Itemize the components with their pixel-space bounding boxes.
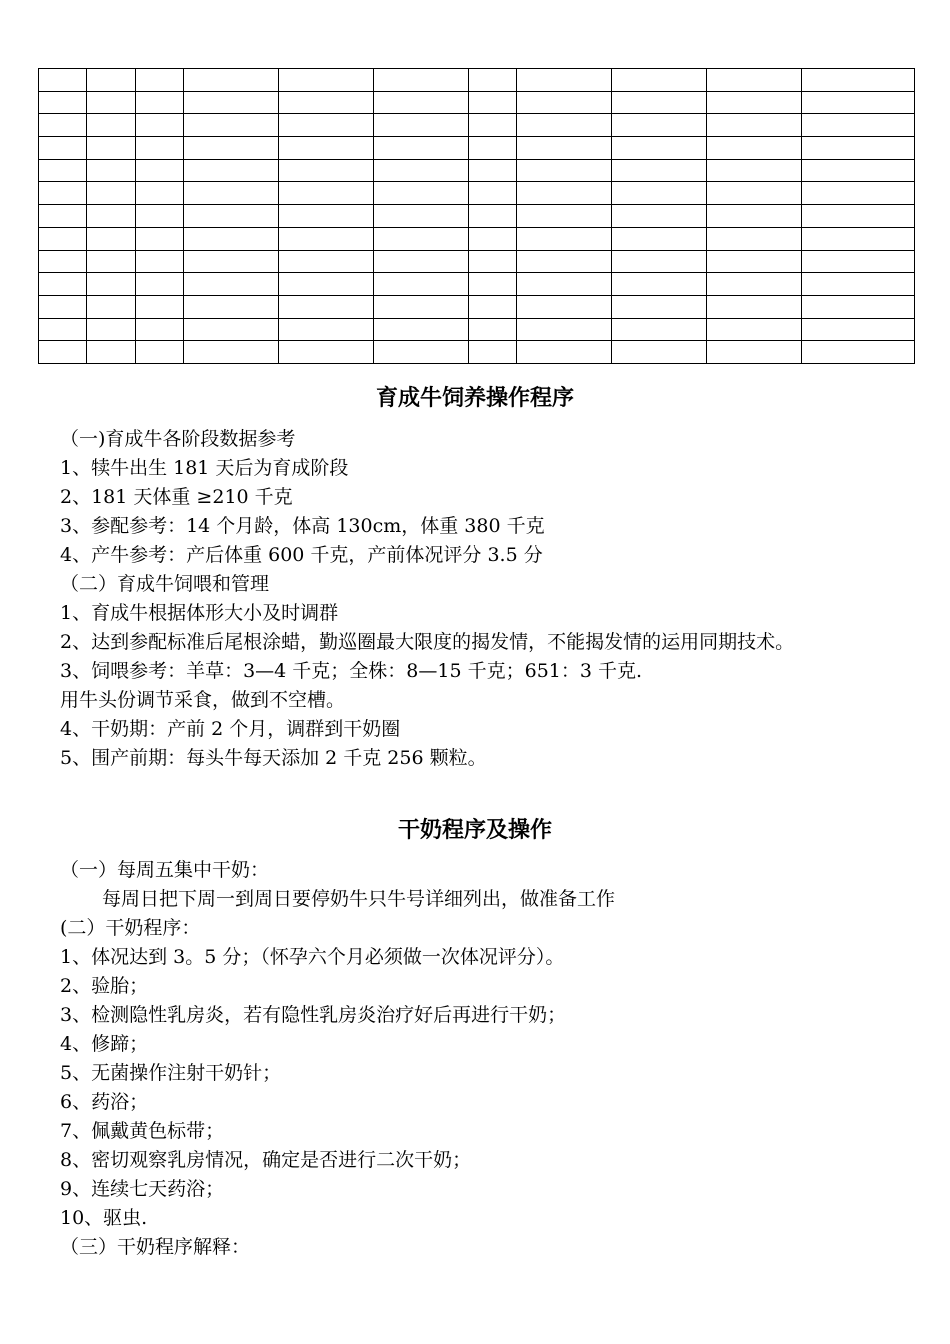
table-cell (802, 182, 915, 205)
paragraph: 每周日把下周一到周日要停奶牛只牛号详细列出，做准备工作 (102, 888, 616, 910)
table-cell (87, 295, 136, 318)
table-cell (136, 114, 184, 137)
table-cell (517, 91, 612, 114)
table-cell (517, 250, 612, 273)
table-cell (469, 341, 517, 364)
table-cell (612, 341, 707, 364)
table-row (39, 205, 915, 228)
table-cell (707, 205, 802, 228)
table-cell (136, 137, 184, 160)
table-cell (184, 250, 279, 273)
table-row (39, 318, 915, 341)
table-cell (612, 159, 707, 182)
table-cell (707, 318, 802, 341)
table-cell (517, 114, 612, 137)
table-cell (87, 250, 136, 273)
table-cell (374, 227, 469, 250)
table-cell (469, 273, 517, 296)
table-cell (39, 114, 87, 137)
table-cell (87, 227, 136, 250)
table-cell (517, 341, 612, 364)
list-item: 1、育成牛根据体形大小及时调群 (60, 602, 339, 624)
table-cell (87, 341, 136, 364)
table-cell (279, 341, 374, 364)
table-cell (802, 91, 915, 114)
table-cell (279, 250, 374, 273)
table-cell (39, 273, 87, 296)
table-cell (374, 159, 469, 182)
list-item: 2、达到参配标准后尾根涂蜡，勤巡圈最大限度的揭发情，不能揭发情的运用同期技术。 (60, 631, 795, 653)
list-item: 5、无菌操作注射干奶针； (60, 1062, 282, 1084)
table-cell (136, 250, 184, 273)
list-item: 8、密切观察乳房情况，确定是否进行二次干奶； (60, 1149, 472, 1171)
table-row (39, 250, 915, 273)
table-cell (279, 318, 374, 341)
table-cell (469, 159, 517, 182)
table-cell (707, 295, 802, 318)
table-cell (87, 205, 136, 228)
table-cell (802, 318, 915, 341)
list-item: 9、连续七天药浴； (60, 1178, 225, 1200)
table-row (39, 91, 915, 114)
table-cell (39, 318, 87, 341)
table-cell (374, 205, 469, 228)
table-cell (802, 114, 915, 137)
table-cell (612, 205, 707, 228)
table-cell (469, 205, 517, 228)
table-cell (517, 182, 612, 205)
table-cell (279, 137, 374, 160)
table-cell (469, 69, 517, 92)
table-cell (612, 182, 707, 205)
table-cell (517, 205, 612, 228)
table-cell (279, 114, 374, 137)
table-cell (279, 182, 374, 205)
table-cell (374, 137, 469, 160)
table-cell (802, 137, 915, 160)
table-cell (184, 227, 279, 250)
table-cell (87, 69, 136, 92)
table-cell (39, 205, 87, 228)
section-heifer-feeding (60, 425, 920, 773)
table-cell (87, 114, 136, 137)
table-cell (136, 205, 184, 228)
table-cell (517, 137, 612, 160)
table-row (39, 159, 915, 182)
table-cell (707, 250, 802, 273)
table-row (39, 182, 915, 205)
table-cell (87, 318, 136, 341)
table-cell (136, 295, 184, 318)
subheading: （三）干奶程序解释： (60, 1236, 251, 1258)
table-cell (87, 91, 136, 114)
section-title-dry-off: 干奶程序及操作 (397, 818, 552, 843)
table-cell (184, 318, 279, 341)
table-cell (184, 341, 279, 364)
table-cell (517, 159, 612, 182)
table-cell (87, 159, 136, 182)
table-cell (374, 318, 469, 341)
table-cell (517, 273, 612, 296)
table-cell (39, 159, 87, 182)
table-cell (612, 91, 707, 114)
table-cell (707, 227, 802, 250)
table-cell (184, 295, 279, 318)
table-cell (39, 250, 87, 273)
table-cell (87, 137, 136, 160)
table-cell (136, 159, 184, 182)
list-item: 3、参配参考：14 个月龄，体高 130cm，体重 380 千克 (60, 515, 545, 537)
table-cell (469, 182, 517, 205)
table-cell (612, 295, 707, 318)
table-cell (612, 137, 707, 160)
subheading: （二）育成牛饲喂和管理 (60, 573, 270, 595)
table-row (39, 295, 915, 318)
list-item: 3、检测隐性乳房炎，若有隐性乳房炎治疗好后再进行干奶； (60, 1004, 567, 1026)
list-item: 5、围产前期：每头牛每天添加 2 千克 256 颗粒。 (60, 747, 487, 769)
list-item: 1、犊牛出生 181 天后为育成阶段 (60, 457, 349, 479)
table-cell (374, 273, 469, 296)
table-cell (279, 227, 374, 250)
table-cell (707, 159, 802, 182)
list-item: 4、干奶期：产前 2 个月，调群到干奶圈 (60, 718, 401, 740)
table-cell (374, 69, 469, 92)
table-cell (517, 295, 612, 318)
subheading: （一)育成牛各阶段数据参考 (60, 428, 296, 450)
table-cell (87, 273, 136, 296)
table-cell (469, 250, 517, 273)
table-cell (707, 341, 802, 364)
table-cell (802, 159, 915, 182)
table-cell (469, 227, 517, 250)
table-body (39, 69, 915, 364)
table-row (39, 69, 915, 92)
empty-record-table (38, 68, 915, 364)
table-cell (39, 69, 87, 92)
table-cell (374, 341, 469, 364)
table-cell (469, 91, 517, 114)
table-cell (279, 159, 374, 182)
table-cell (802, 250, 915, 273)
list-item: 3、饲喂参考：羊草：3—4 千克；全株：8—15 千克；651：3 千克. (60, 660, 643, 682)
table-cell (184, 114, 279, 137)
subheading: （一）每周五集中干奶： (60, 859, 270, 881)
table-row (39, 227, 915, 250)
table-cell (517, 318, 612, 341)
table-cell (279, 295, 374, 318)
list-item: 2、验胎； (60, 975, 149, 997)
table-cell (707, 182, 802, 205)
table-cell (136, 273, 184, 296)
table-cell (802, 273, 915, 296)
table-cell (374, 182, 469, 205)
table-cell (184, 273, 279, 296)
table-cell (279, 273, 374, 296)
table-cell (39, 182, 87, 205)
table-cell (136, 341, 184, 364)
table-row (39, 137, 915, 160)
table-cell (184, 182, 279, 205)
table-cell (279, 91, 374, 114)
list-item: 10、驱虫. (60, 1207, 148, 1229)
table-cell (612, 69, 707, 92)
table-cell (279, 205, 374, 228)
table-row (39, 341, 915, 364)
section-dry-off (60, 856, 920, 1262)
table-cell (184, 91, 279, 114)
list-item: 4、产牛参考：产后体重 600 千克，产前体况评分 3.5 分 (60, 544, 543, 566)
table-cell (136, 69, 184, 92)
table-cell (374, 91, 469, 114)
table-row (39, 273, 915, 296)
table-cell (39, 295, 87, 318)
table-cell (802, 69, 915, 92)
table-cell (39, 227, 87, 250)
table-cell (707, 137, 802, 160)
list-item: 用牛头份调节采食，做到不空槽。 (60, 689, 346, 711)
list-item: 2、181 天体重 ≥210 千克 (60, 486, 293, 508)
table-cell (184, 137, 279, 160)
table-cell (802, 205, 915, 228)
table-row (39, 114, 915, 137)
table-cell (517, 227, 612, 250)
table-cell (136, 318, 184, 341)
list-item: 4、修蹄； (60, 1033, 149, 1055)
table-cell (612, 250, 707, 273)
table-cell (612, 273, 707, 296)
table-cell (612, 114, 707, 137)
table-cell (612, 318, 707, 341)
table-cell (184, 159, 279, 182)
table-cell (469, 295, 517, 318)
list-item: 6、药浴； (60, 1091, 149, 1113)
table-cell (136, 227, 184, 250)
table-cell (517, 69, 612, 92)
table-cell (184, 205, 279, 228)
table-cell (39, 137, 87, 160)
list-item: 7、佩戴黄色标带； (60, 1120, 225, 1142)
table-cell (802, 341, 915, 364)
list-item: 1、体况达到 3。5 分；（怀孕六个月必须做一次体况评分）。 (60, 946, 565, 968)
table-cell (612, 227, 707, 250)
table-cell (374, 295, 469, 318)
table-cell (707, 114, 802, 137)
table-cell (184, 69, 279, 92)
table-cell (39, 341, 87, 364)
table-cell (802, 295, 915, 318)
table-cell (279, 69, 374, 92)
table-cell (707, 273, 802, 296)
table-cell (469, 114, 517, 137)
table-cell (87, 182, 136, 205)
section-title-heifer-feeding: 育成牛饲养操作程序 (375, 386, 574, 411)
table-cell (374, 114, 469, 137)
table-cell (802, 227, 915, 250)
table-cell (136, 91, 184, 114)
subheading: (二）干奶程序： (60, 917, 201, 939)
table-cell (469, 137, 517, 160)
table-cell (39, 91, 87, 114)
table-cell (374, 250, 469, 273)
table-cell (707, 69, 802, 92)
table-cell (469, 318, 517, 341)
table-cell (707, 91, 802, 114)
table-cell (136, 182, 184, 205)
